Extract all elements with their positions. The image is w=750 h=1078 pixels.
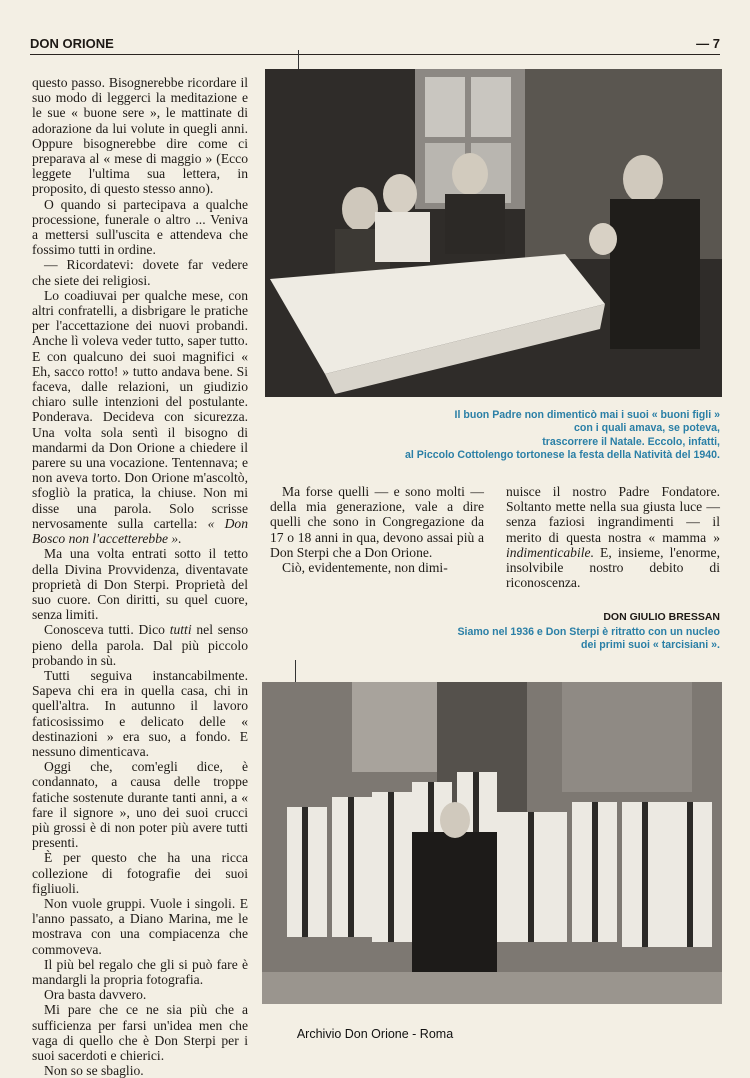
- photo-tarcisiani-1936: [262, 682, 722, 1004]
- page-number: — 7: [696, 36, 720, 51]
- italic-word: tutti: [169, 622, 192, 638]
- photo-christmas-image: [265, 69, 722, 397]
- paragraph: Tutti seguiva instancabilmente. Sapeva chi era in quella casa, chi in quell'altra. In autunno il lavoro faticosissimo e delicato delle « destinazioni » era suo, a fondo. E nessuno dimenticava.: [32, 667, 248, 759]
- text-run: nel: [191, 622, 213, 638]
- text-run: senso pieno della parola. Dal più piccolo probando in sù.: [32, 622, 248, 668]
- paragraph: Oggi che, com'egli dice, è condannato, a causa delle troppe fatiche sostenute durante tanti anni, a « fare il signore », uno dei suoi crucci più grossi è di non poter più avere tutti presenti.: [32, 759, 248, 851]
- paragraph: [32, 622, 248, 668]
- left-column: [32, 75, 248, 1078]
- paragraph: [32, 288, 248, 546]
- author-signature: DON GIULIO BRESSAN: [603, 611, 720, 623]
- photo-tarcisiani-image: [262, 682, 722, 1004]
- paragraph: — Ricordatevi: dovete far vedere che siete dei religiosi.: [32, 257, 248, 288]
- header-rule: [30, 54, 720, 55]
- paragraph: Il più bel regalo che gli si può fare è mandargli la propria fotografia.: [32, 956, 248, 987]
- middle-column: [270, 484, 484, 575]
- caption-line: dei primi suoi « tarcisiani ».: [581, 639, 720, 652]
- paragraph: [506, 484, 720, 590]
- paragraph: Non vuole gruppi. Vuole i singoli. E l'anno passato, a Diano Marina, me le mostrava con una compiacenza che commoveva.: [32, 895, 248, 957]
- text-run: Conosceva tutti. Dico: [44, 622, 165, 638]
- caption-line: Siamo nel 1936 e Don Sterpi è ritratto con un nucleo: [457, 626, 720, 638]
- caption-photo-1: [300, 409, 720, 463]
- caption-line: trascorrere il Natale. Eccolo, infatti,: [542, 435, 720, 448]
- paragraph: Non so se sbaglio.: [44, 1063, 144, 1078]
- text-run: Lo coadiuvai per qualche mese, con altri confratelli, a disbrigare le pratiche per l'accettazione dei nuovi probandi. Anche lì voleva veder tutto, saper tutto. E con qualcuno dei suoi magnifici « Eh, sacco rotto! » tutto andava bene. Si faceva, dalle relazioni, un giudizio chiaro sulle intenzioni del postulante. Ponderava. Decideva con sicurezza. Una volta sola sentì il bisogno di mandarmi da Don Orione a chiedere il parere su una vocazione. Tentennava; e non aveva torto. Don Orione m'ascoltò, sfogliò la pratica, la chiuse. Non mi disse una parola. Solo scrisse nervosamente sulla cartella:: [32, 287, 248, 531]
- paragraph: Ma forse quelli — e sono molti — della mia generazione, vale a dire quelli che sono in Congregazione da 17 o 18 anni in qua, devono assai più a Don Sterpi che a Don Orione.: [270, 484, 484, 560]
- text-run: nuisce il nostro Padre Fondatore. Soltanto mette nella sua giusta luce — senza faziosi ingrandimenti — il merito di questa nostra « mamma »: [506, 484, 720, 545]
- text-run: E, insieme, l'enorme, insolvibile nostro debito di riconoscenza.: [506, 544, 720, 591]
- paragraph: Ciò, evidentemente, non dimi-: [282, 560, 448, 576]
- caption-photo-2: [300, 626, 720, 653]
- italic-quote: « Don Bosco non l'accetterebbe ».: [32, 515, 248, 547]
- caption-line: al Piccolo Cottolengo tortonese la festa della Natività del 1940.: [405, 449, 720, 462]
- running-header: [30, 36, 720, 54]
- paragraph: questo passo. Bisognerebbe ricordare il suo modo di leggerci la meditazione e le sue « buone sere », le mattinate di adorazione da lui volute in quegli anni. Oppure bisognerebbe dire come ci preparava al « mese di maggio » (Ecco leggete l'ultima sua lettera, in proposito, di questo stesso anno).: [32, 75, 248, 197]
- paragraph: Ora basta davvero.: [44, 987, 147, 1003]
- photo-christmas-1940: [265, 69, 722, 397]
- paragraph: Ma una volta entrati sotto il tetto della Divina Provvidenza, diventavate proprietà di Don Sterpi. Proprietà del suo cuore. Con diritti, su quel cuore, senza limiti.: [32, 546, 248, 623]
- archive-footer: Archivio Don Orione - Roma: [296, 1027, 454, 1041]
- paragraph: È per questo che ha una ricca collezione di fotografie dei suoi figliuoli.: [32, 850, 248, 896]
- italic-word: indimenticabile.: [506, 544, 594, 560]
- right-column: [506, 484, 720, 590]
- caption-line: con i quali amava, se poteva,: [573, 422, 720, 435]
- magazine-title: DON ORIONE: [30, 36, 114, 51]
- paragraph: Mi pare che ce ne sia più che a sufficienza per farsi un'idea men che vaga di quello che è Don Sterpi per i suoi sacerdoti e chierici.: [32, 1002, 248, 1063]
- caption-line: Il buon Padre non dimenticò mai i suoi « buoni figli »: [454, 409, 720, 421]
- paragraph: O quando si partecipava a qualche processione, funerale o altro ... Veniva a mettersi sull'uscita e attendeva che fossimo tutti in ordine.: [32, 196, 248, 258]
